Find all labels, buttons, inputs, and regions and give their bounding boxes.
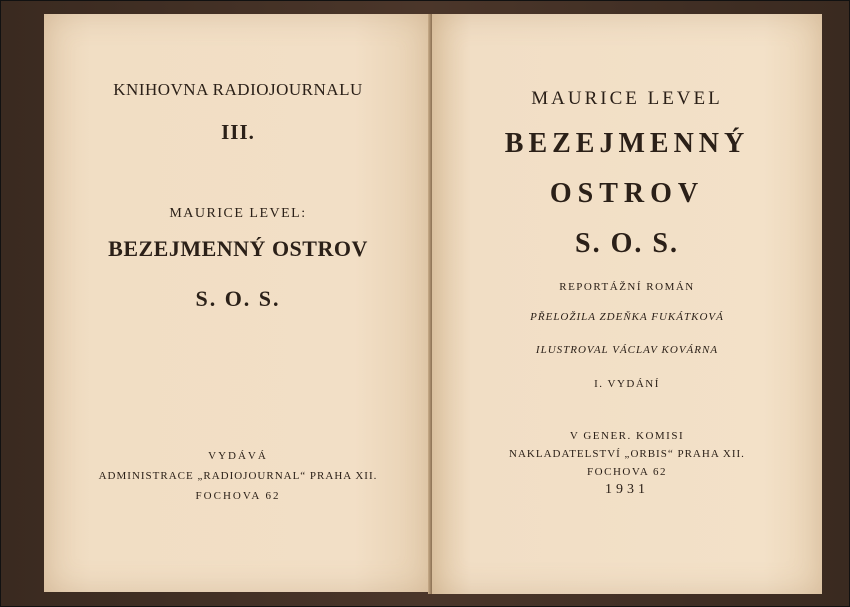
publication-year: 1931 [605,482,649,497]
title-line-3: S. O. S. [575,228,679,259]
publisher-line-3: FOCHOVA 62 [587,466,667,478]
author-name: MAURICE LEVEL: [169,206,307,221]
book-title: BEZEJMENNÝ OSTROV [108,236,368,261]
author-name: MAURICE LEVEL [531,88,723,109]
series-title: KNIHOVNA RADIOJOURNALU [113,80,363,99]
publisher-line-1: V GENER. KOMISI [569,430,685,442]
right-page [432,14,822,594]
translator-credit: PŘELOŽILA ZDEŇKA FUKÁTKOVÁ [530,311,724,323]
book-subtitle: S. O. S. [195,286,281,311]
publisher-line-2: NAKLADATELSTVÍ „ORBIS“ PRAHA XII. [509,448,745,460]
publisher-line-3: FOCHOVA 62 [195,490,281,502]
title-line-2: OSTROV [549,178,705,209]
title-line-1: BEZEJMENNÝ [504,128,750,159]
illustrator-credit: ILUSTROVAL VÁCLAV KOVÁRNA [535,344,719,356]
genre-label: REPORTÁŽNÍ ROMÁN [559,281,695,293]
edition-label: I. VYDÁNÍ [594,378,660,390]
publisher-line-2: ADMINISTRACE „RADIOJOURNAL“ PRAHA XII. [98,470,378,482]
publisher-line-1: VYDÁVÁ [208,450,268,462]
left-page [44,14,432,592]
volume-number: III. [221,120,255,144]
